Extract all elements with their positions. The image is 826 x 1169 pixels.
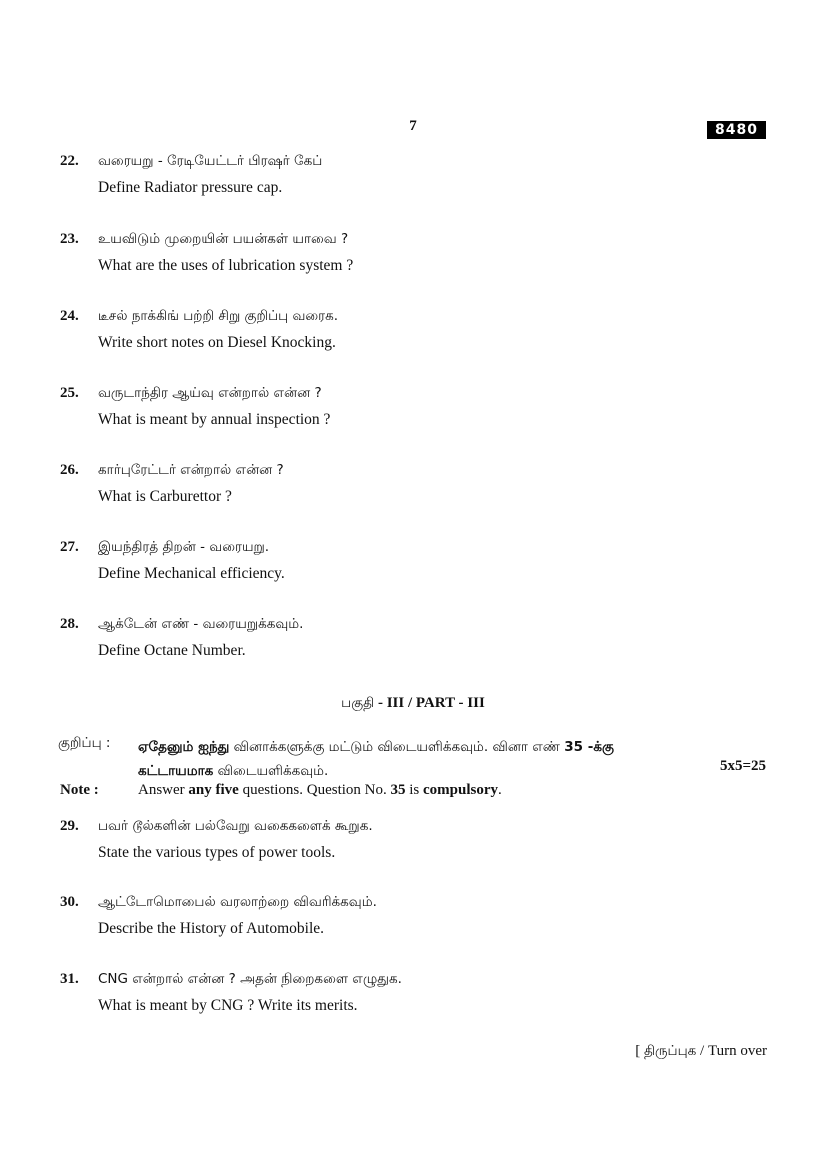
note-text: questions. Question No. — [238, 782, 391, 798]
question-english-text: Describe the History of Automobile. — [98, 920, 324, 937]
note-tamil-text: விடையளிக்கவும். — [213, 763, 329, 779]
marks-allocation: 5x5=25 — [719, 758, 766, 774]
part-heading-tamil: பகுதி — [341, 695, 375, 711]
question-english-text: What is meant by annual inspection ? — [98, 411, 331, 428]
note-bold: compulsory — [423, 782, 499, 798]
question-tamil-text: கார்புரேட்டர் என்றால் என்ன ? — [98, 462, 284, 478]
question-number: 24. — [60, 308, 79, 324]
note-english-instructions — [138, 782, 502, 799]
question-english-text: What is Carburettor ? — [98, 488, 232, 505]
question-number: 28. — [60, 616, 79, 632]
page-number: 7 — [409, 118, 417, 134]
question-number: 30. — [60, 894, 79, 910]
footer-bracket: [ — [635, 1043, 644, 1059]
question-tamil-text: CNG என்றால் என்ன ? அதன் நிறைகளை எழுதுக. — [98, 971, 402, 987]
question-tamil-text: உயவிடும் முறையின் பயன்கள் யாவை ? — [98, 231, 349, 247]
question-tamil-text: ஆக்டேன் எண் - வரையறுக்கவும். — [98, 616, 304, 632]
turn-over-tamil: திருப்புக — [643, 1043, 697, 1059]
question-tamil-text: ஆட்டோமொபைல் வரலாற்றை விவரிக்கவும். — [98, 894, 377, 910]
part-heading-english: - III / PART - III — [374, 695, 485, 711]
note-text: is — [405, 782, 424, 798]
note-english-label: Note : — [60, 782, 99, 798]
question-english-text: What are the uses of lubrication system ? — [98, 257, 354, 274]
question-english-text: Define Radiator pressure cap. — [98, 179, 283, 196]
question-number: 27. — [60, 539, 79, 555]
question-english-text: Define Octane Number. — [98, 642, 246, 659]
turn-over-footer — [560, 1043, 767, 1061]
part-three-heading — [0, 695, 826, 713]
note-bold: any five — [188, 782, 239, 798]
note-text: . — [498, 782, 502, 798]
question-tamil-text: வரையறு - ரேடியேட்டர் பிரஷர் கேப் — [98, 153, 323, 169]
question-tamil-text: இயந்திரத் திறன் - வரையறு. — [98, 539, 270, 555]
note-tamil-bold: 35 -க்கு — [564, 739, 614, 755]
note-tamil-bold: கட்டாயமாக — [138, 763, 214, 779]
note-tamil-instructions — [138, 735, 768, 783]
question-number: 31. — [60, 971, 79, 987]
question-tamil-text: பவர் டூல்களின் பல்வேறு வகைகளைக் கூறுக. — [98, 818, 373, 834]
note-tamil-label: குறிப்பு : — [58, 735, 111, 751]
question-english-text: State the various types of power tools. — [98, 844, 336, 861]
question-number: 29. — [60, 818, 79, 834]
question-english-text: What is meant by CNG ? Write its merits. — [98, 997, 358, 1014]
question-english-text: Write short notes on Diesel Knocking. — [98, 334, 336, 351]
question-number: 25. — [60, 385, 79, 401]
paper-code-badge: 8480 — [707, 121, 766, 139]
note-bold: 35 — [390, 782, 406, 798]
turn-over-english: / Turn over — [696, 1043, 767, 1059]
note-tamil-text: வினாக்களுக்கு மட்டும் விடையளிக்கவும். வினா எண் — [229, 739, 565, 755]
question-english-text: Define Mechanical efficiency. — [98, 565, 285, 582]
question-number: 26. — [60, 462, 79, 478]
question-tamil-text: டீசல் நாக்கிங் பற்றி சிறு குறிப்பு வரைக. — [98, 308, 339, 324]
question-number: 23. — [60, 231, 79, 247]
question-tamil-text: வருடாந்திர ஆய்வு என்றால் என்ன ? — [98, 385, 322, 401]
note-tamil-bold: ஏதேனும் ஐந்து — [138, 739, 230, 755]
note-text: Answer — [138, 782, 189, 798]
question-number: 22. — [60, 153, 79, 169]
